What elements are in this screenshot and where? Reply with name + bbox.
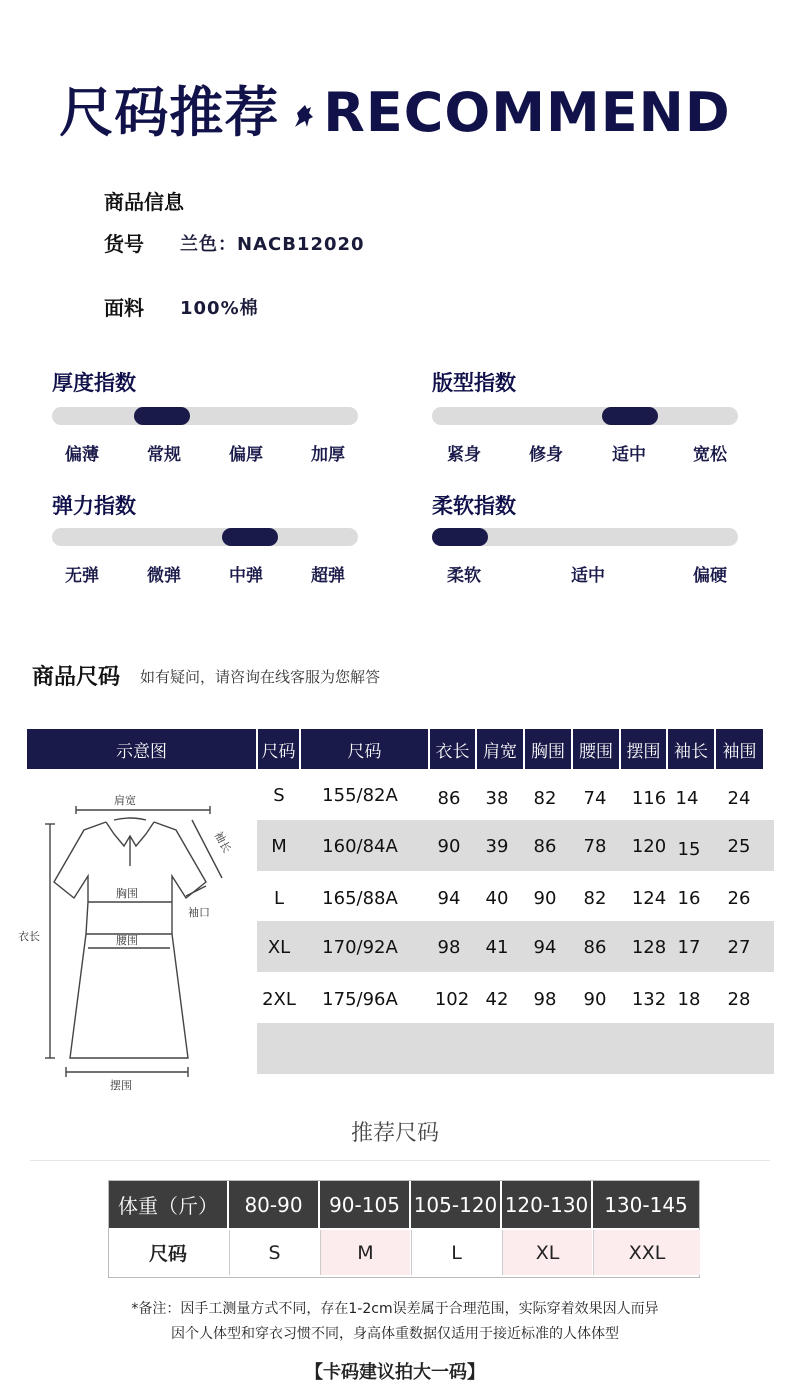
table-cell: 86: [583, 937, 607, 958]
fit-tick-4: 宽松: [693, 445, 727, 465]
table-cell: 15: [677, 839, 701, 860]
table-cell: 90: [437, 836, 461, 857]
elasticity-tick-3: 中弹: [229, 566, 263, 586]
title-zh: 尺码推荐: [59, 81, 280, 144]
size-section-title: 商品尺码: [32, 665, 121, 690]
table-cell: 86: [437, 788, 461, 809]
weight-cell: 120-130: [502, 1181, 591, 1228]
table-cell: 41: [485, 937, 509, 958]
table-cell: 25: [727, 836, 751, 857]
fit-tick-2: 修身: [529, 445, 563, 465]
table-cell: 24: [727, 788, 751, 809]
thickness-index-title: 厚度指数: [52, 371, 136, 395]
elasticity-tick-1: 无弹: [65, 566, 99, 586]
table-cell: 18: [677, 989, 701, 1010]
table-cell: 82: [533, 788, 557, 809]
table-cell: 78: [583, 836, 607, 857]
table-cell: 132: [631, 989, 667, 1010]
th-size-spec: 尺码: [301, 729, 428, 769]
sku-value: 兰色：NACB12020: [180, 234, 365, 255]
elasticity-tick-4: 超弹: [311, 566, 345, 586]
table-cell: 175/96A: [322, 989, 398, 1010]
softness-tick-1: 柔软: [447, 566, 481, 586]
elasticity-tick-2: 微弹: [147, 566, 181, 586]
softness-tick-3: 偏硬: [693, 566, 727, 586]
note-line-1: *备注：因手工测量方式不同，存在1-2cm误差属于合理范围，实际穿着效果因人而异: [131, 1301, 659, 1317]
th-sleeve-length: 袖长: [668, 729, 714, 769]
weight-cell: 105-120: [411, 1181, 500, 1228]
thickness-tick-4: 加厚: [311, 445, 345, 465]
size-cell: XXL: [593, 1230, 700, 1275]
table-cell: 42: [485, 989, 509, 1010]
th-size-code: 尺码: [258, 729, 299, 769]
table-cell: 98: [533, 989, 557, 1010]
diagram-hem-label: 摆围: [110, 1079, 132, 1092]
fit-tick-1: 紧身: [447, 445, 481, 465]
diagram-waist-label: 腰围: [116, 934, 138, 947]
size-section-subtitle: 如有疑问，请咨询在线客服为您解答: [140, 668, 381, 686]
weight-cell: 130-145: [593, 1181, 699, 1228]
diagram-shoulder-label: 肩宽: [114, 794, 136, 807]
table-cell: 26: [727, 888, 751, 909]
title-en: RECOMMEND: [323, 81, 731, 144]
table-cell: 86: [533, 836, 557, 857]
diagram-cuff-label: 袖口: [188, 906, 210, 919]
table-cell: 82: [583, 888, 607, 909]
table-cell: 2XL: [262, 989, 296, 1010]
elasticity-index-title: 弹力指数: [52, 494, 136, 518]
table-cell: 124: [631, 888, 667, 909]
table-cell: 98: [437, 937, 461, 958]
table-cell: 102: [434, 989, 470, 1010]
thickness-tick-3: 偏厚: [229, 445, 263, 465]
table-cell: 90: [583, 989, 607, 1010]
size-cell: S: [229, 1230, 319, 1275]
table-cell: M: [271, 836, 287, 857]
th-shoulder: 肩宽: [477, 729, 523, 769]
size-cell: M: [320, 1230, 410, 1275]
diagram-length-label: 衣长: [18, 930, 40, 943]
note-line-2: 因个人体型和穿衣习惯不同，身高体重数据仅适用于接近标准的人体体型: [171, 1326, 619, 1342]
table-cell: 90: [533, 888, 557, 909]
table-cell: 128: [631, 937, 667, 958]
fit-tick-3: 适中: [612, 445, 646, 465]
table-cell: 155/82A: [322, 785, 398, 806]
product-info-heading: 商品信息: [104, 190, 184, 214]
size-cell: L: [411, 1230, 501, 1275]
table-cell: 16: [677, 888, 701, 909]
sku-label: 货号: [104, 232, 144, 256]
th-length: 衣长: [430, 729, 475, 769]
table-cell: 40: [485, 888, 509, 909]
diagram-sleeve-length-label: 袖长: [211, 829, 234, 855]
th-chest: 胸围: [525, 729, 571, 769]
thickness-tick-1: 偏薄: [65, 445, 99, 465]
size-label-cell: 尺码: [148, 1243, 187, 1265]
table-cell: 120: [631, 836, 667, 857]
fit-index-title: 版型指数: [432, 371, 516, 395]
table-cell: L: [273, 888, 285, 909]
th-waist: 腰围: [573, 729, 619, 769]
size-cell: XL: [502, 1230, 592, 1275]
recommend-divider: [30, 1160, 770, 1161]
recommend-title: 推荐尺码: [350, 1121, 439, 1146]
recommend-table: [108, 1180, 700, 1278]
softness-tick-2: 适中: [571, 566, 605, 586]
table-cell: 39: [485, 836, 509, 857]
table-cell: 27: [727, 937, 751, 958]
fabric-label: 面料: [104, 296, 144, 320]
thickness-tick-2: 常规: [147, 445, 181, 465]
table-cell: 74: [583, 788, 607, 809]
size-advice: 【卡码建议拍大一码】: [305, 1362, 485, 1383]
table-cell: 94: [533, 937, 557, 958]
table-cell: S: [273, 785, 285, 806]
table-cell: 94: [437, 888, 461, 909]
th-hem: 摆围: [621, 729, 666, 769]
softness-index-title: 柔软指数: [432, 494, 516, 518]
weight-label-cell: 体重（斤）: [109, 1181, 227, 1228]
table-cell: 14: [675, 788, 699, 809]
table-cell: 17: [677, 937, 701, 958]
table-cell: XL: [267, 937, 291, 958]
weight-cell: 90-105: [320, 1181, 409, 1228]
th-diagram: 示意图: [27, 729, 256, 769]
table-cell: 160/84A: [322, 836, 398, 857]
measurement-diagram: [14, 786, 250, 1096]
table-cell: 170/92A: [322, 937, 398, 958]
weight-cell: 80-90: [229, 1181, 318, 1228]
table-cell: 165/88A: [322, 888, 398, 909]
table-cell: 116: [631, 788, 667, 809]
table-cell: 28: [727, 989, 751, 1010]
table-cell: 38: [485, 788, 509, 809]
fabric-value: 100%棉: [180, 298, 259, 319]
th-sleeve-width: 袖围: [716, 729, 763, 769]
diagram-chest-label: 胸围: [116, 887, 138, 900]
